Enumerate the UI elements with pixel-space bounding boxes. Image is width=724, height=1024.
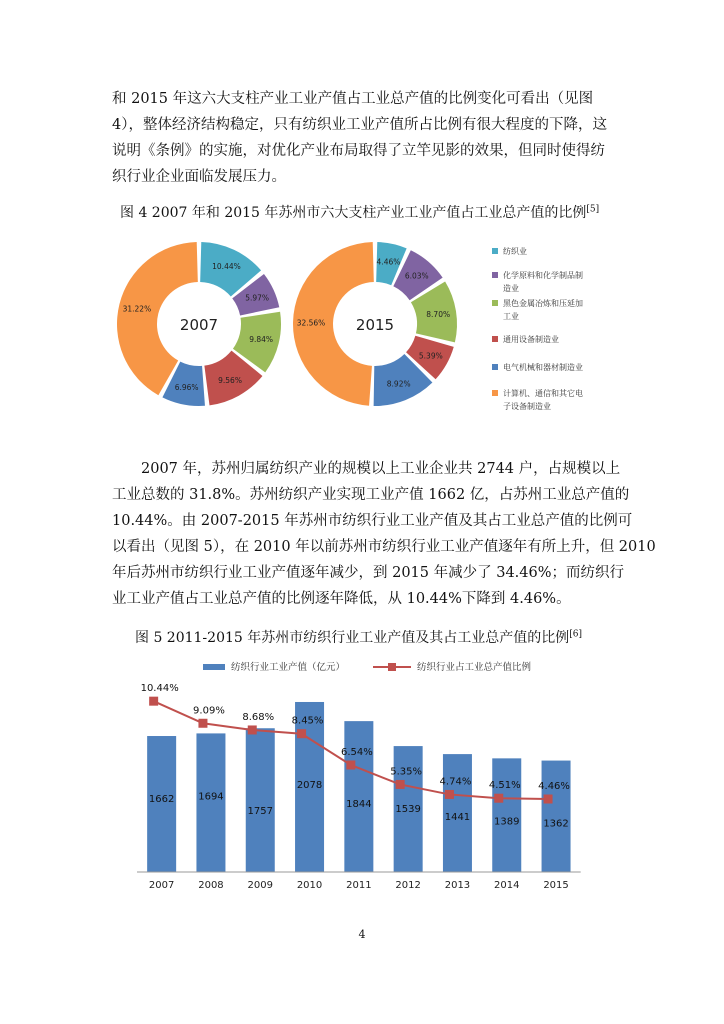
text-line: 和 2015 年这六大支柱产业工业产值占工业总产值的比例变化可看出（见图 [112,91,594,107]
figure-4-caption [120,202,599,222]
text-line: 4），整体经济结构稳定，只有纺织业工业产值所占比例有很大程度的下降，这 [112,117,607,133]
slice-label: 8.70% [426,309,451,319]
text-line: 说明《条例》的实施，对优化产业布局取得了立竿见影的效果，但同时使得纺 [112,143,605,159]
x-tick-label: 2009 [247,880,273,891]
slice-label: 5.97% [245,293,270,303]
legend-swatch [492,300,498,306]
line-value-label: 6.54% [340,746,373,758]
line-marker [544,795,553,804]
legend-swatch [492,272,498,278]
legend-label: 化学原料和化学制品制 [503,271,583,280]
line-value-label: 8.45% [291,715,324,727]
bar [542,761,571,872]
line-marker [149,697,158,706]
text-line: 以看出（见图 5），在 2010 年以前苏州市纺织行业工业产值逐年有所上升，但 2010 [112,539,656,555]
bar-value-label: 1389 [494,816,520,828]
bar-value-label: 2078 [296,779,323,791]
legend-label: 电气机械和器材制造业 [503,363,583,372]
bar-value-label: 1362 [543,818,569,830]
slice-label: 31.22% [122,304,152,314]
legend-label: 子设备制造业 [503,402,551,411]
line-marker [346,760,355,769]
slice-label: 6.96% [174,382,199,392]
line-value-label: 8.68% [242,711,275,723]
caption-text: 图 5 2011-2015 年苏州市纺织行业工业产值及其占工业总产值的比例 [135,630,570,646]
slice-label: 32.56% [296,318,326,328]
x-tick-label: 2011 [346,880,372,891]
x-tick-label: 2008 [198,880,224,891]
bar-value-label: 1694 [198,791,224,803]
legend-label: 纺织行业占工业总产值比例 [417,662,532,673]
line-marker [198,719,207,728]
donut-center-year: 2015 [355,316,395,334]
text-line: 工业总数的 31.8%。苏州纺织产业实现工业产值 1662 亿，占苏州工业总产值的 [112,487,630,503]
line-value-label: 10.44% [140,683,179,695]
line-value-label: 4.46% [538,781,570,793]
line-value-label: 5.35% [390,766,423,778]
legend-marker [388,663,396,671]
bar-value-label: 1441 [444,812,471,824]
donut-2015 [293,242,457,406]
legend-label: 工业 [503,312,519,321]
text-line: 2007 年，苏州归属纺织产业的规模以上工业企业共 2744 户，占规模以上 [141,461,621,477]
line-marker [297,729,306,738]
legend-swatch [203,664,225,670]
text-line: 年后苏州市纺织行业工业产值逐年减少，到 2015 年减少了 34.46%；而纺织行 [112,565,625,581]
slice-label: 5.39% [418,351,443,361]
legend-swatch [492,336,498,342]
legend-label: 通用设备制造业 [503,335,559,344]
legend-swatch [492,364,498,370]
citation-ref: [6] [569,629,582,640]
line-value-label: 9.09% [193,705,225,717]
legend-label: 计算机、通信和其它电 [503,389,583,398]
bar-value-label: 1662 [148,794,175,806]
line-marker [445,790,454,799]
bar-line-chart [135,655,605,900]
legend-swatch [492,248,498,254]
bar-value-label: 1539 [395,804,421,816]
slice-label: 8.92% [386,379,411,389]
donut-center-year: 2007 [179,316,219,334]
text-line: 织行业企业面临发展压力。 [112,169,286,185]
bar-value-label: 1844 [346,799,372,811]
text-line: 业工业产值占工业总产值的比例逐年降低，从 10.44%下降到 4.46%。 [112,591,571,607]
x-tick-label: 2015 [543,880,569,891]
chart-legend [203,661,531,673]
x-tick-label: 2007 [148,880,175,891]
bar [196,733,225,872]
bar [344,721,373,872]
x-tick-label: 2010 [296,880,323,891]
x-tick-label: 2013 [444,880,471,891]
slice-label: 4.46% [376,257,401,267]
citation-ref: [5] [586,204,600,215]
chart-legend [492,246,583,411]
bar [246,728,275,872]
x-tick-label: 2012 [395,880,421,891]
bar-value-label: 1757 [247,806,273,818]
body-paragraph [112,456,656,612]
line-marker [248,725,257,734]
text-line: 10.44%。由 2007-2015 年苏州市纺织行业工业产值及其占工业总产值的比例可 [112,513,633,529]
legend-label: 纺织业 [503,247,527,256]
slice-label: 10.44% [212,262,241,272]
slice-label: 6.03% [404,271,429,281]
slice-label: 9.56% [218,375,242,385]
donut-charts [110,238,610,418]
line-marker [396,780,405,789]
donut-2007 [117,242,281,406]
page-number: 4 [358,928,366,941]
caption-text: 图 4 2007 年和 2015 年苏州市六大支柱产业工业产值占工业总产值的比例 [120,205,587,221]
slice-label: 9.84% [249,335,274,345]
intro-paragraph [112,86,628,190]
legend-swatch [492,390,498,396]
line-value-label: 4.74% [439,776,472,788]
legend-label: 黑色金属冶炼和压延加 [503,299,583,308]
line-marker [494,794,503,803]
x-axis [137,872,581,891]
legend-label: 造业 [503,284,519,293]
line-value-label: 4.51% [488,780,521,792]
bar [492,758,521,872]
legend-label: 纺织行业工业产值（亿元） [231,662,346,673]
figure-5-caption [135,627,582,647]
x-tick-label: 2014 [494,880,520,891]
